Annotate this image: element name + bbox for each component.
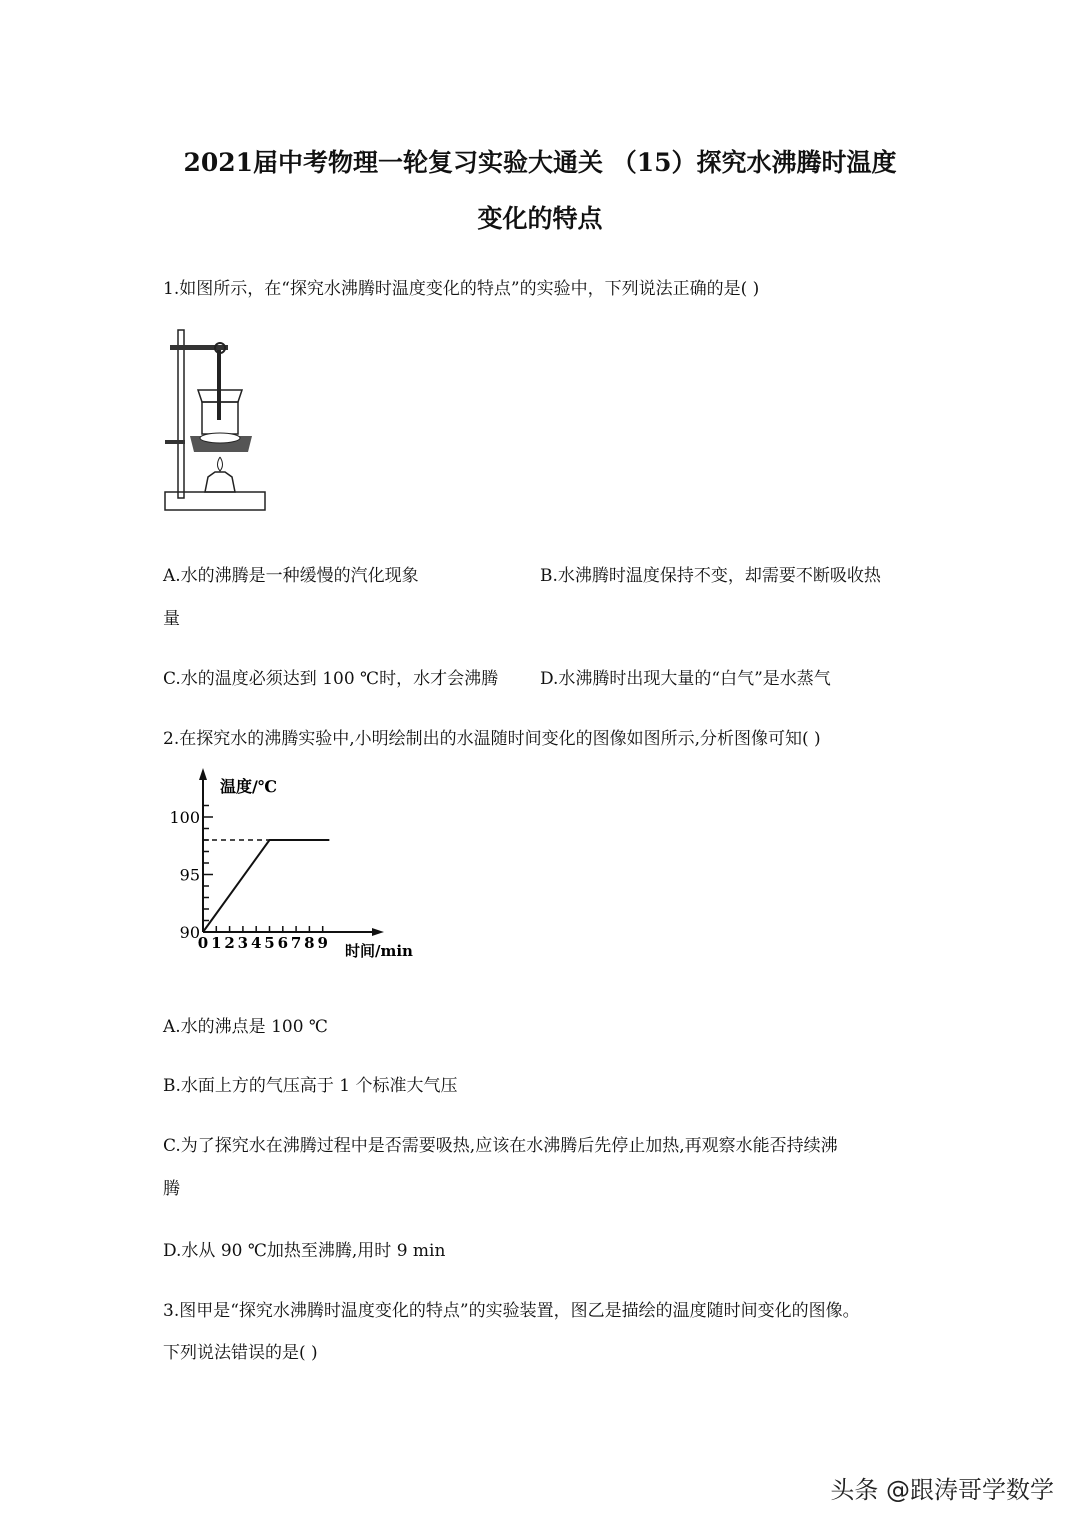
q1-option-b: B.水沸腾时温度保持不变，却需要不断吸收热 <box>540 566 881 586</box>
x-tick-label: 6 <box>277 934 289 952</box>
q1-option-c: C.水的温度必须达到 100 ℃时，水才会沸腾 <box>163 669 499 689</box>
x-tick-label: 1 <box>211 934 222 952</box>
x-axis-label: 时间/min <box>345 942 413 960</box>
x-tick-label: 5 <box>264 934 275 952</box>
q1-option-b-cont: 量 <box>163 609 180 629</box>
y-tick-label: 95 <box>179 865 200 885</box>
q2-option-b: B.水面上方的气压高于 1 个标准大气压 <box>163 1076 458 1096</box>
q3-stem: 3.图甲是“探究水沸腾时温度变化的特点”的实验装置，图乙是描绘的温度随时间变化的图像。 <box>163 1301 860 1321</box>
x-axis-arrow <box>372 928 384 936</box>
y-axis-arrow <box>199 768 207 780</box>
x-tick-label: 0 <box>197 934 209 952</box>
y-tick-label: 100 <box>169 808 200 827</box>
x-tick-label: 3 <box>237 934 249 952</box>
q2-option-c: C.为了探究水在沸腾过程中是否需要吸热,应该在水沸腾后先停止加热,再观察水能否持续沸 <box>163 1136 838 1156</box>
q2-option-a: A.水的沸点是 100 ℃ <box>163 1017 328 1037</box>
y-axis-label: 温度/℃ <box>220 777 278 796</box>
x-tick-label: 7 <box>290 934 302 952</box>
q2-stem: 2.在探究水的沸腾实验中,小明绘制出的水温随时间变化的图像如图所示,分析图像可知( ) <box>163 729 821 749</box>
q1-option-a: A.水的沸腾是一种缓慢的汽化现象 <box>163 566 419 586</box>
title-line-1: 2021届中考物理一轮复习实验大通关 （15）探究水沸腾时温度 <box>183 148 897 177</box>
title-line-2: 变化的特点 <box>477 204 603 233</box>
q2-option-d: D.水从 90 ℃加热至沸腾,用时 9 min <box>163 1241 446 1261</box>
q2-option-c-cont: 腾 <box>163 1179 180 1199</box>
watermark: 头条 @跟涛哥学数学 <box>830 1476 1054 1504</box>
q1-option-d: D.水沸腾时出现大量的“白气”是水蒸气 <box>540 669 831 689</box>
temperature-time-chart <box>160 760 440 970</box>
q3-stem-cont: 下列说法错误的是( ) <box>163 1343 318 1363</box>
boiling-apparatus-figure <box>160 322 270 522</box>
y-tick-label: 90 <box>179 923 200 942</box>
x-tick-label: 2 <box>224 934 235 952</box>
x-tick-label: 9 <box>317 934 328 952</box>
x-tick-label: 4 <box>250 934 262 952</box>
q1-stem: 1.如图所示，在“探究水沸腾时温度变化的特点”的实验中，下列说法正确的是( ) <box>163 279 760 299</box>
temperature-line <box>203 840 329 932</box>
x-tick-label: 8 <box>304 934 315 952</box>
